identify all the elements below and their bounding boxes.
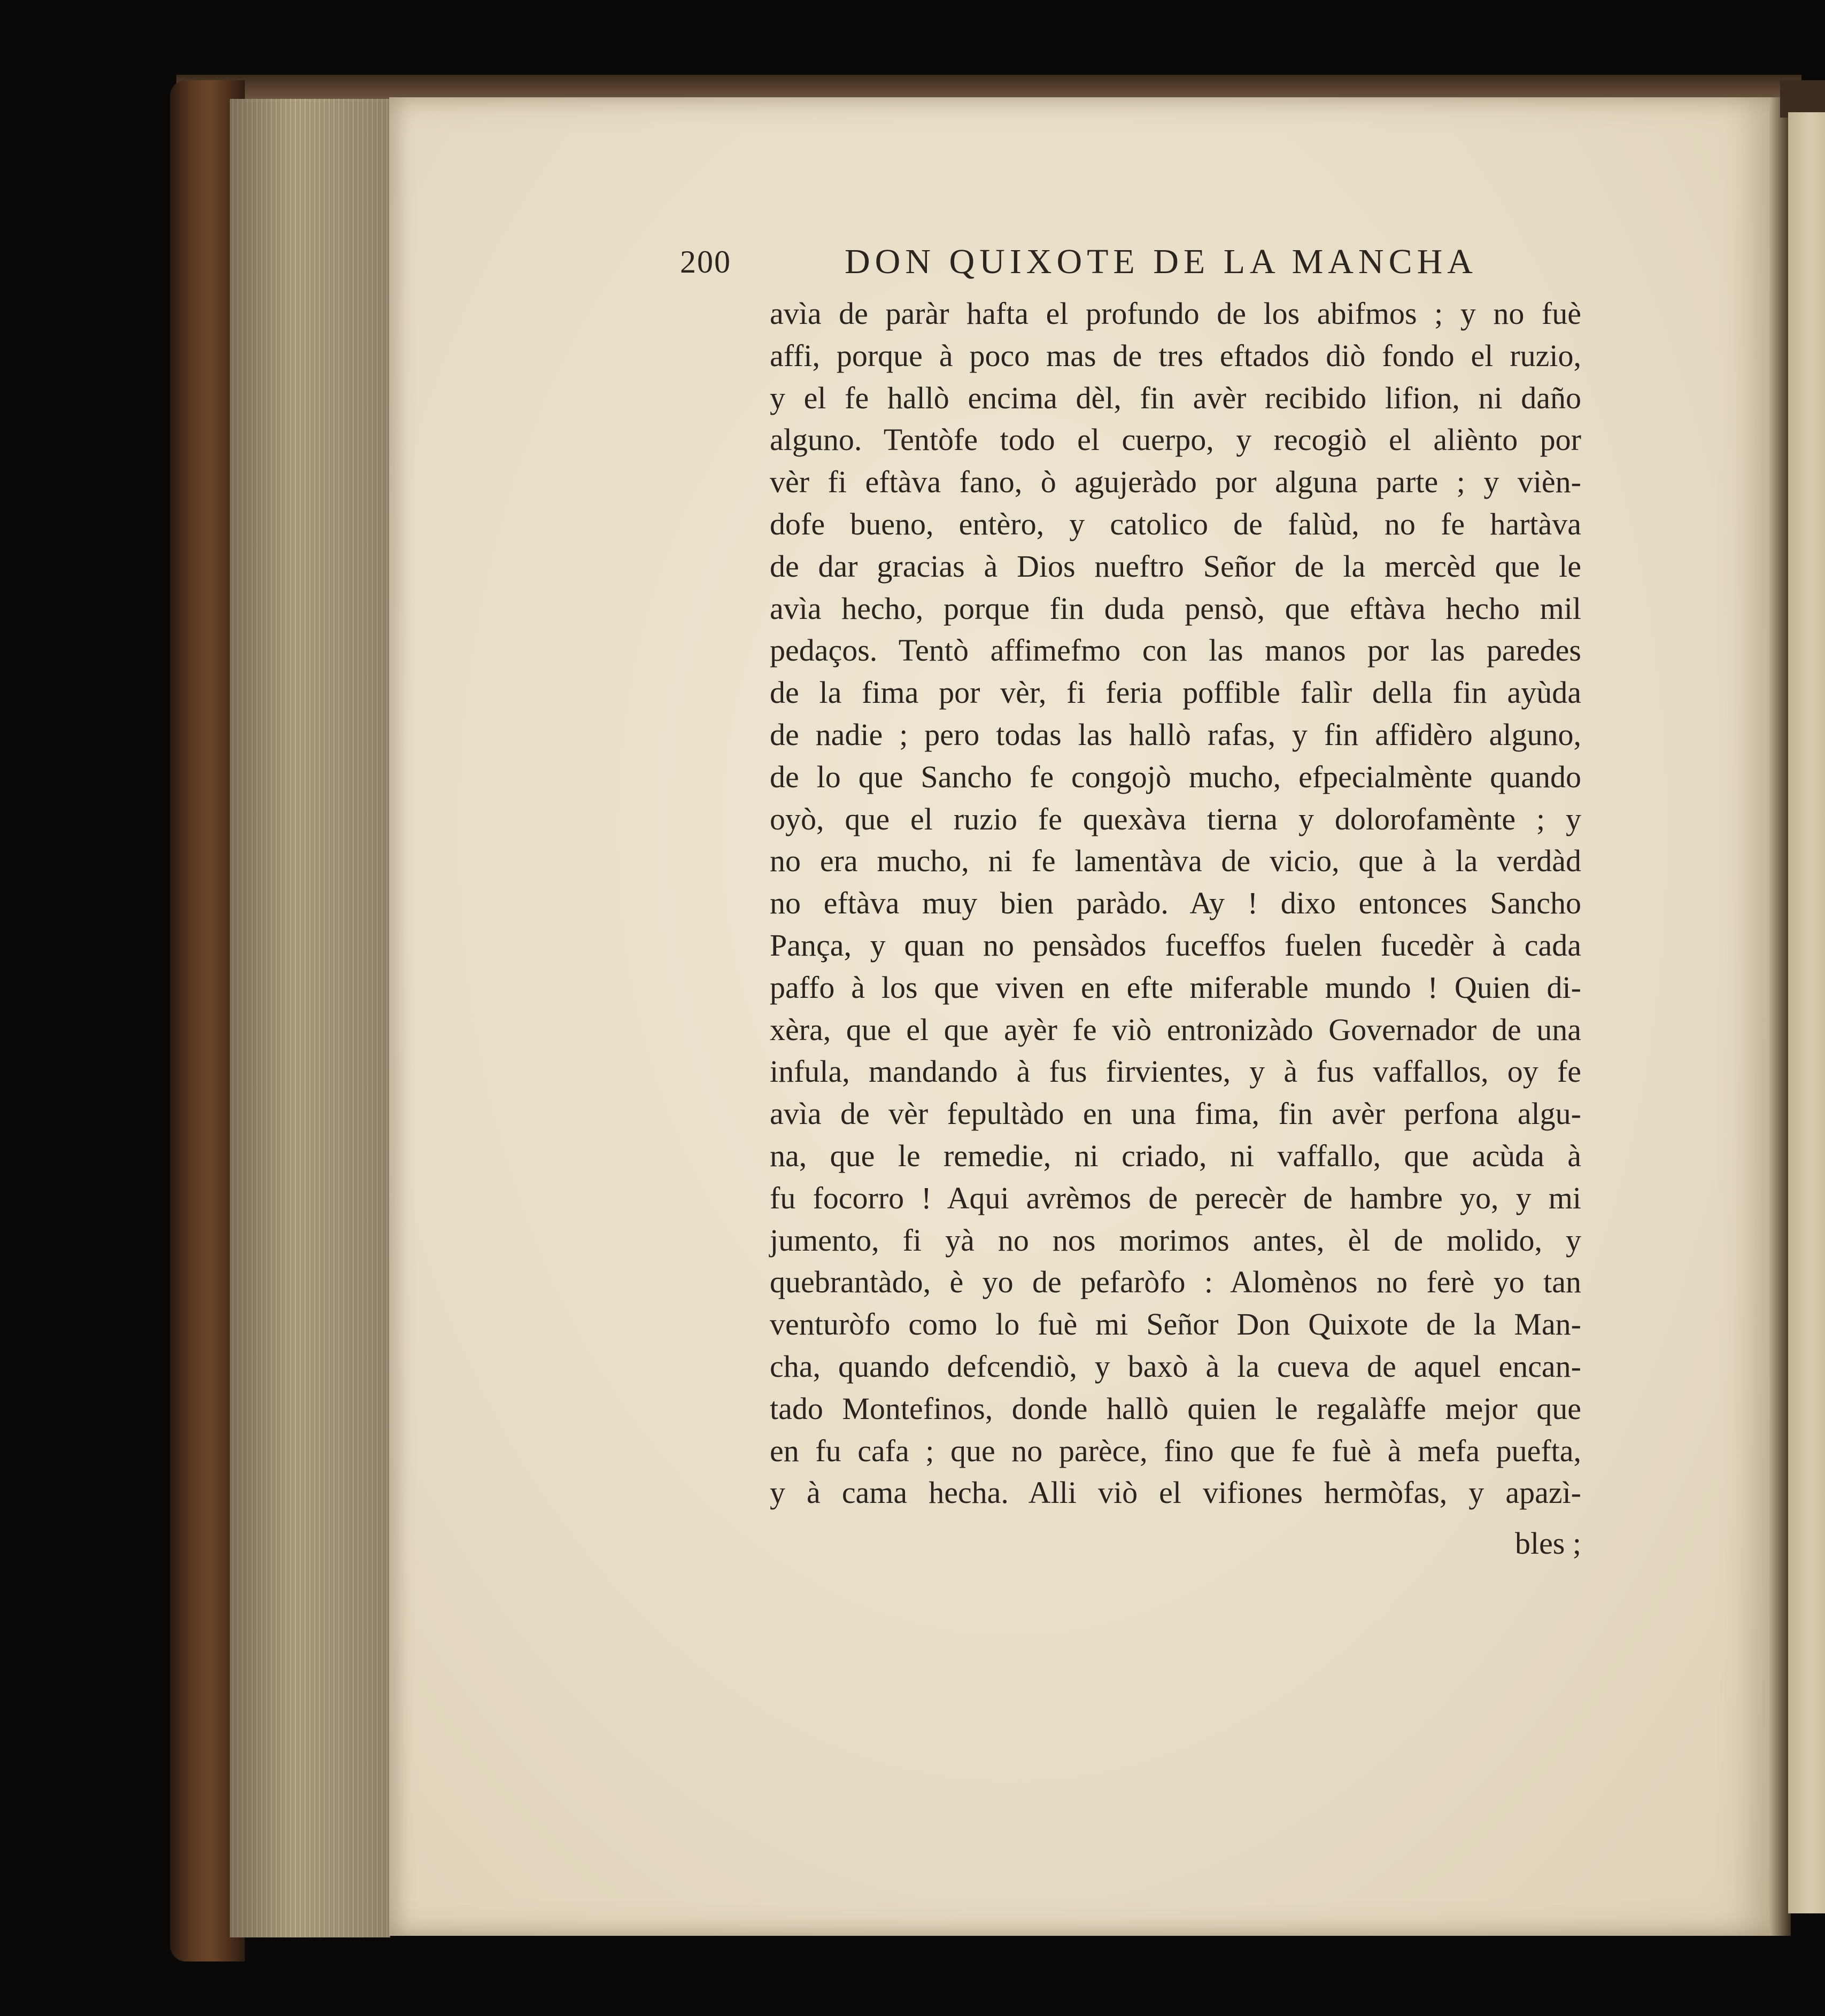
text-line: pedaços. Tentò affimefmo con las manos por las paredes: [770, 633, 1581, 668]
text-line: cha, quando defcendiò, y baxò à la cueva de aquel encan-: [770, 1348, 1581, 1384]
text-line: vèr fi eftàva fano, ò agujeràdo por alguna parte ; y vièn-: [770, 464, 1581, 500]
page-edges-shade: [230, 99, 390, 1937]
running-title: DON QUIXOTE DE LA MANCHA: [845, 242, 1478, 281]
text-line: tado Montefinos, donde hallò quien le regalàffe mejor que: [770, 1391, 1581, 1426]
text-line: y el fe hallò encima dèl, fin avèr recibido lifion, ni daño: [770, 380, 1581, 415]
text-line: no era mucho, ni fe lamentàva de vicio, que à la verdàd: [770, 843, 1581, 879]
text-line: no eftàva muy bien paràdo. Ay ! dixo entonces Sancho: [770, 886, 1581, 921]
text-line: affi, porque à poco mas de tres eftados diò fondo el ruzio,: [770, 338, 1581, 373]
text-line: jumento, fi yà no nos morimos antes, èl de molido, y: [770, 1222, 1581, 1258]
text-line: venturòfo como lo fuè mi Señor Don Quixote de la Man-: [770, 1307, 1581, 1342]
text-line: avìa hecho, porque fin duda pensò, que eftàva hecho mil: [770, 591, 1581, 626]
text-line: de lo que Sancho fe congojò mucho, efpecialmènte quando: [770, 759, 1581, 794]
text-line: fu focorro ! Aqui avrèmos de perecèr de hambre yo, y mi: [770, 1180, 1581, 1215]
body-text: [770, 293, 1581, 1514]
text-line: avìa de paràr hafta el profundo de los abifmos ; y no fuè: [770, 296, 1581, 331]
text-line: dofe bueno, entèro, y catolico de falùd, no fe hartàva: [770, 506, 1581, 541]
text-line: oyò, que el ruzio fe quexàva tierna y dolorofamènte ; y: [770, 801, 1581, 836]
text-line: xèra, que el que ayèr fe viò entronizàdo Governador de una: [770, 1012, 1581, 1047]
text-line: y à cama hecha. Alli viò el vifiones hermòfas, y apazì-: [770, 1475, 1581, 1510]
text-line: de nadie ; pero todas las hallò rafas, y fin affidèro alguno,: [770, 717, 1581, 752]
text-line: alguno. Tentòfe todo el cuerpo, y recogiò el aliènto por: [770, 422, 1581, 458]
catchword: bles ;: [1514, 1526, 1581, 1561]
text-line: de dar gracias à Dios nueftro Señor de la mercèd que le: [770, 548, 1581, 584]
text-line: na, que le remedie, ni criado, ni vaffallo, que acùda à: [770, 1138, 1581, 1173]
text-line: en fu cafa ; que no parèce, fino que fe fuè à mefa puefta,: [770, 1433, 1581, 1468]
text-line: paffo à los que viven en efte miferable mundo ! Quien di-: [770, 970, 1581, 1005]
text-line: quebrantàdo, è yo de pefaròfo : Alomènos no ferè yo tan: [770, 1265, 1581, 1300]
facing-page-edge: [1788, 112, 1825, 1913]
text-line: avìa de vèr fepultàdo en una fima, fin avèr perfona algu-: [770, 1096, 1581, 1131]
page-number: 200: [680, 244, 731, 280]
text-line: infula, mandando à fus firvientes, y à fus vaffallos, oy fe: [770, 1054, 1581, 1089]
text-line: de la fima por vèr, fi feria poffible falìr della fin ayùda: [770, 675, 1581, 710]
text-line: Pança, y quan no pensàdos fuceffos fuelen fucedèr à cada: [770, 927, 1581, 963]
page-gutter: [1769, 97, 1791, 1936]
